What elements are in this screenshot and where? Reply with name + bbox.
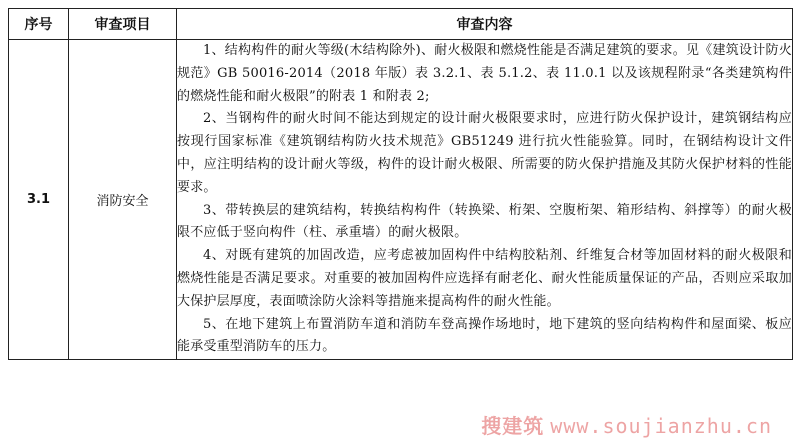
content-paragraph: 1、结构构件的耐火等级(木结构除外)、耐火极限和燃烧性能是否满足建筑的要求。见《建筑设计防火规范》GB 50016-2014（2018 年版）表 3.2.1、表 5.1.2、表 11.0.1 以及该规程附录“各类建筑构件的燃烧性能和耐火极限”的附表 1 和附表 2; — [177, 43, 792, 104]
header-item: 审查项目 — [69, 9, 177, 40]
content-paragraph: 3、带转换层的建筑结构，转换结构构件（转换梁、桁架、空腹桁架、箱形结构、斜撑等）的耐火极限不应低于竖向构件（柱、承重墙）的耐火极限。 — [177, 202, 792, 241]
watermark — [481, 410, 772, 439]
header-row — [9, 9, 793, 40]
row-index: 3.1 — [9, 40, 69, 360]
header-index: 序号 — [9, 9, 69, 40]
content-paragraph: 5、在地下建筑上布置消防车道和消防车登高操作场地时，地下建筑的竖向结构构件和屋面梁、板应能承受重型消防车的压力。 — [177, 316, 792, 355]
watermark-url: www.soujianzhu.cn — [550, 414, 772, 438]
content-paragraph: 2、当钢构件的耐火时间不能达到规定的设计耐火极限要求时，应进行防火保护设计，建筑钢结构应按现行国家标准《建筑钢结构防火技术规范》GB51249 进行抗火性能验算。同时，在钢结构设计文件中，应注明结构的设计耐火等级，构件的设计耐火极限、所需要的防火保护措施及其防火保护材料的性能要求。 — [177, 111, 792, 195]
content-paragraph: 4、对既有建筑的加固改造，应考虑被加固构件中结构胶粘剂、纤维复合材等加固材料的耐火极限和燃烧性能是否满足要求。对重要的被加固构件应选择有耐老化、耐火性能质量保证的产品，否则应采取加大保护层厚度，表面喷涂防火涂料等措施来提高构件的耐火性能。 — [177, 248, 792, 309]
row-item: 消防安全 — [69, 40, 177, 360]
table-row — [9, 40, 793, 360]
watermark-cn: 搜建筑 — [481, 414, 545, 438]
row-content — [177, 40, 793, 360]
review-table — [8, 8, 793, 360]
header-content: 审查内容 — [177, 9, 793, 40]
